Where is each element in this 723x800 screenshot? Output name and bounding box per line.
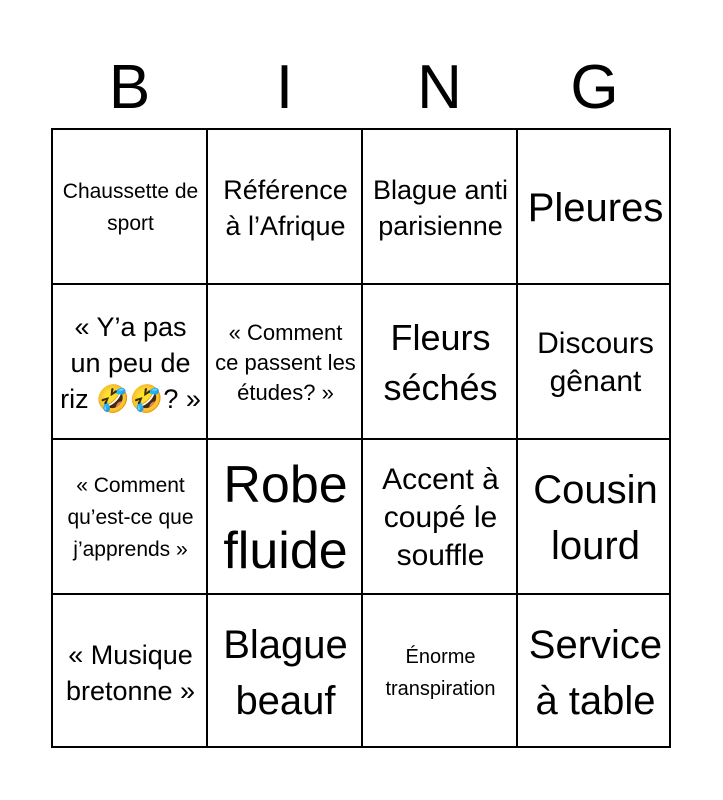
cell-text: Blague beauf (223, 622, 348, 723)
bingo-cell[interactable] (53, 440, 208, 595)
bingo-cell[interactable] (518, 440, 673, 595)
bingo-cell[interactable] (518, 130, 673, 285)
cell-text: « Comment qu’est-ce que j’apprends » (67, 473, 194, 561)
bingo-cell[interactable] (518, 285, 673, 440)
header-letter-b: B (108, 53, 151, 122)
cell-text: Accent à coupé le souffle (382, 462, 499, 572)
header-letter-i: I (275, 53, 294, 122)
bingo-header (52, 48, 672, 128)
cell-text: Discours gênant (537, 326, 654, 398)
cell-text: « Musique bretonne » (65, 639, 196, 706)
cell-text: Fleurs séchés (383, 316, 498, 408)
cell-text: Énorme transpiration (385, 645, 496, 700)
cell-text: Référence à l’Afrique (223, 174, 348, 241)
bingo-cell[interactable] (53, 595, 208, 750)
bingo-cell[interactable] (208, 440, 363, 595)
bingo-cell[interactable] (208, 130, 363, 285)
header-letter-n: N (417, 53, 462, 122)
bingo-cell[interactable] (363, 285, 518, 440)
bingo-cell[interactable] (208, 595, 363, 750)
cell-text: Service à table (528, 622, 663, 723)
cell-text: Cousin lourd (533, 467, 658, 568)
cell-text: Chaussette de sport (62, 179, 199, 235)
cell-text: « Comment ce passent les études? » (215, 319, 356, 405)
bingo-cell[interactable] (208, 285, 363, 440)
cell-text: Pleures (527, 185, 664, 230)
cell-text: « Y’a pas un peu de riz 🤣🤣? » (60, 311, 201, 414)
bingo-cell[interactable] (363, 130, 518, 285)
bingo-cell[interactable] (53, 285, 208, 440)
bingo-cell[interactable] (363, 595, 518, 750)
bingo-cell[interactable] (53, 130, 208, 285)
cell-text: Robe fluide (223, 455, 348, 580)
cell-text: Blague anti parisienne (372, 174, 509, 241)
bingo-cell[interactable] (518, 595, 673, 750)
header-letter-g: G (570, 53, 619, 122)
bingo-grid (51, 128, 671, 748)
bingo-cell[interactable] (363, 440, 518, 595)
